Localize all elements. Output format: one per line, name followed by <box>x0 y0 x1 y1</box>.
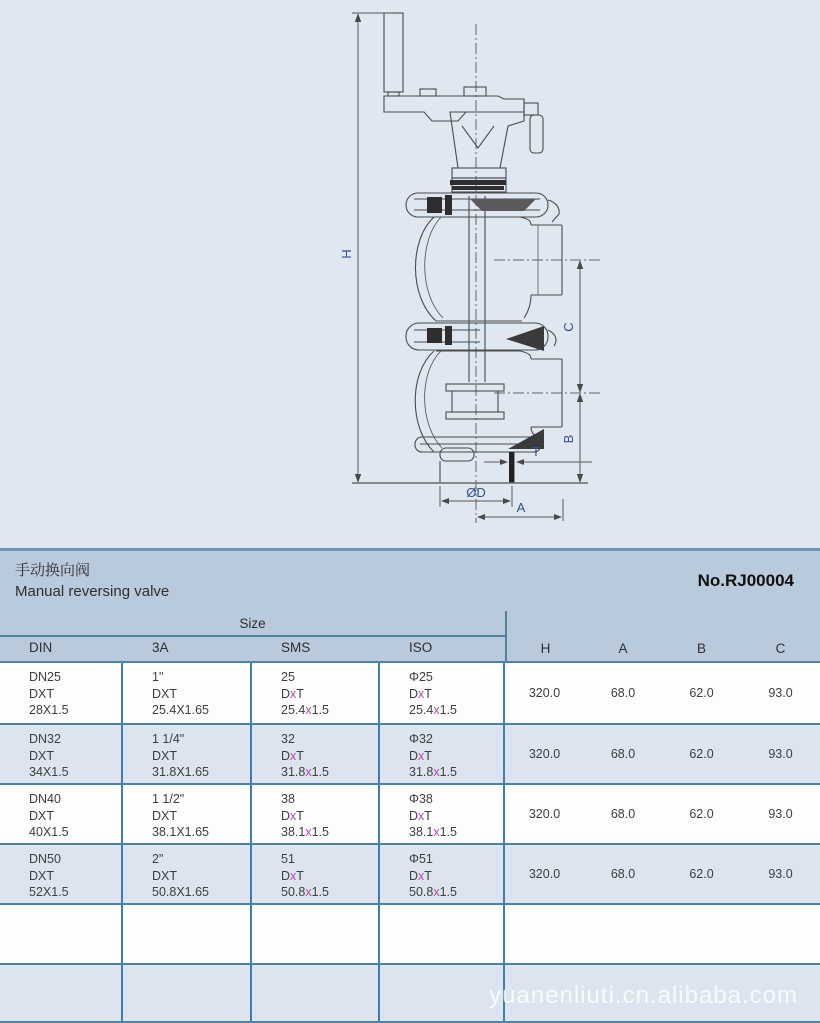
dim-label-h: H <box>339 249 354 259</box>
page-title-en: Manual reversing valve <box>15 583 170 600</box>
cell-line: 1 1/4" <box>152 732 185 746</box>
cell-line: 38.1X1.65 <box>152 825 209 839</box>
product-titles <box>15 560 169 602</box>
cell-threea <box>123 663 252 723</box>
empty-cell <box>123 905 252 963</box>
cell-line: 2" <box>152 852 164 866</box>
cell-line: DXT <box>29 868 54 883</box>
empty-cell <box>380 905 505 963</box>
cell-line: 40X1.5 <box>29 825 69 839</box>
cell-din <box>0 845 123 903</box>
cell-line: DxT <box>409 868 432 883</box>
cell-threea <box>123 845 252 903</box>
cell-line: DxT <box>281 686 304 701</box>
dim-label-a: A <box>516 500 526 515</box>
dim-label-diameter: ØD <box>466 485 486 500</box>
page-title-zh: 手动换向阀 <box>15 562 91 579</box>
cell-line: DXT <box>29 808 54 823</box>
dimension-labels <box>339 249 576 515</box>
empty-cell <box>0 965 123 1021</box>
table-row <box>0 783 820 843</box>
empty-cell <box>252 905 380 963</box>
cell-iso <box>380 785 505 843</box>
cell-line: 31.8x1.5 <box>409 765 457 779</box>
empty-cell <box>584 905 662 963</box>
cell-iso <box>380 663 505 723</box>
empty-cell <box>0 905 123 963</box>
cell-line: 31.8X1.65 <box>152 765 209 779</box>
cell-din <box>0 663 123 723</box>
empty-cell <box>505 905 584 963</box>
cell-line: 50.8x1.5 <box>281 885 329 899</box>
doc-number: No.RJ00004 <box>697 571 794 590</box>
cell-line: 25.4x1.5 <box>409 703 457 717</box>
table-row <box>0 843 820 903</box>
cell-din <box>0 725 123 783</box>
valve-body <box>384 13 562 483</box>
cell-dim-c: 93.0 <box>768 807 793 821</box>
cell-din <box>0 785 123 843</box>
cell-line: DXT <box>152 808 177 823</box>
col-header-3a: 3A <box>152 640 169 655</box>
table-row <box>0 963 820 1023</box>
col-header-a: A <box>618 641 628 656</box>
cell-dim-h: 320.0 <box>528 686 561 700</box>
cell-line: 1" <box>152 670 164 684</box>
cell-dim-c: 93.0 <box>768 867 793 881</box>
cell-line: DN50 <box>29 852 61 866</box>
cell-dim-h: 320.0 <box>528 867 561 881</box>
cell-iso <box>380 845 505 903</box>
cell-line: Φ32 <box>409 732 433 746</box>
dim-label-b: B <box>561 434 576 444</box>
cell-line: 32 <box>281 732 295 746</box>
table-header <box>0 611 820 663</box>
empty-cell <box>662 905 741 963</box>
empty-cell <box>741 905 820 963</box>
cell-line: DxT <box>281 748 304 763</box>
cell-line: DXT <box>152 686 177 701</box>
dim-label-c: C <box>561 322 576 332</box>
cell-line: DxT <box>409 686 432 701</box>
cell-dim-h: 320.0 <box>528 747 561 761</box>
cell-sms <box>252 785 380 843</box>
cell-line: 51 <box>281 852 295 866</box>
dim-label-t: T <box>532 444 540 459</box>
cell-line: 28X1.5 <box>29 703 69 717</box>
cell-dim-b: 62.0 <box>689 867 714 881</box>
cell-threea <box>123 785 252 843</box>
col-header-b: B <box>696 641 706 656</box>
watermark: yuanenliuti.cn.alibaba.com <box>489 982 798 1009</box>
cell-dim-c: 93.0 <box>768 686 793 700</box>
cell-dim-c: 93.0 <box>768 747 793 761</box>
cell-line: 50.8X1.65 <box>152 885 209 899</box>
cell-line: 34X1.5 <box>29 765 69 779</box>
title-bar <box>0 548 820 611</box>
cell-line: DxT <box>281 808 304 823</box>
cell-line: 38.1x1.5 <box>281 825 329 839</box>
cell-line: DN25 <box>29 670 61 684</box>
cell-line: DxT <box>409 748 432 763</box>
cell-line: 25.4X1.65 <box>152 703 209 717</box>
col-header-c: C <box>775 641 786 656</box>
cell-line: 38.1x1.5 <box>409 825 457 839</box>
size-group-header: Size <box>0 611 505 637</box>
cell-line: DXT <box>29 686 54 701</box>
cell-line: Φ38 <box>409 792 433 806</box>
col-header-h: H <box>505 611 584 661</box>
cell-line: 38 <box>281 792 295 806</box>
empty-cell <box>380 965 505 1021</box>
table-row <box>0 903 820 963</box>
table-row <box>0 723 820 783</box>
col-header-din: DIN <box>29 640 53 655</box>
cell-dim-a: 68.0 <box>610 867 636 881</box>
cell-threea <box>123 725 252 783</box>
cell-line: DxT <box>281 868 304 883</box>
cell-sms <box>252 725 380 783</box>
cell-line: 31.8x1.5 <box>281 765 329 779</box>
cell-line: DN40 <box>29 792 61 806</box>
table-body <box>0 663 820 1023</box>
empty-cell <box>123 965 252 1021</box>
cell-line: Φ51 <box>409 852 433 866</box>
cell-dim-a: 68.0 <box>610 807 636 821</box>
cell-line: DN32 <box>29 732 61 746</box>
cell-dim-a: 68.0 <box>610 747 636 761</box>
cell-line: DXT <box>29 748 54 763</box>
cell-line: DxT <box>409 808 432 823</box>
cell-dim-b: 62.0 <box>689 747 714 761</box>
cell-line: 52X1.5 <box>29 885 69 899</box>
empty-cell <box>252 965 380 1021</box>
cell-sms <box>252 845 380 903</box>
cell-dim-b: 62.0 <box>689 686 714 700</box>
col-header-sms: SMS <box>281 640 311 655</box>
cell-line: 25.4x1.5 <box>281 703 329 717</box>
table-row <box>0 663 820 723</box>
cell-line: 25 <box>281 670 295 684</box>
col-header-iso: ISO <box>409 640 433 655</box>
cell-line: Φ25 <box>409 670 433 684</box>
cell-line: 1 1/2" <box>152 792 185 806</box>
cell-sms <box>252 663 380 723</box>
cell-line: DXT <box>152 748 177 763</box>
cell-dim-h: 320.0 <box>528 807 561 821</box>
cell-line: DXT <box>152 868 177 883</box>
cell-line: 50.8x1.5 <box>409 885 457 899</box>
cell-iso <box>380 725 505 783</box>
cell-dim-b: 62.0 <box>689 807 714 821</box>
dimension-lines <box>352 13 592 521</box>
cell-dim-a: 68.0 <box>610 686 636 700</box>
